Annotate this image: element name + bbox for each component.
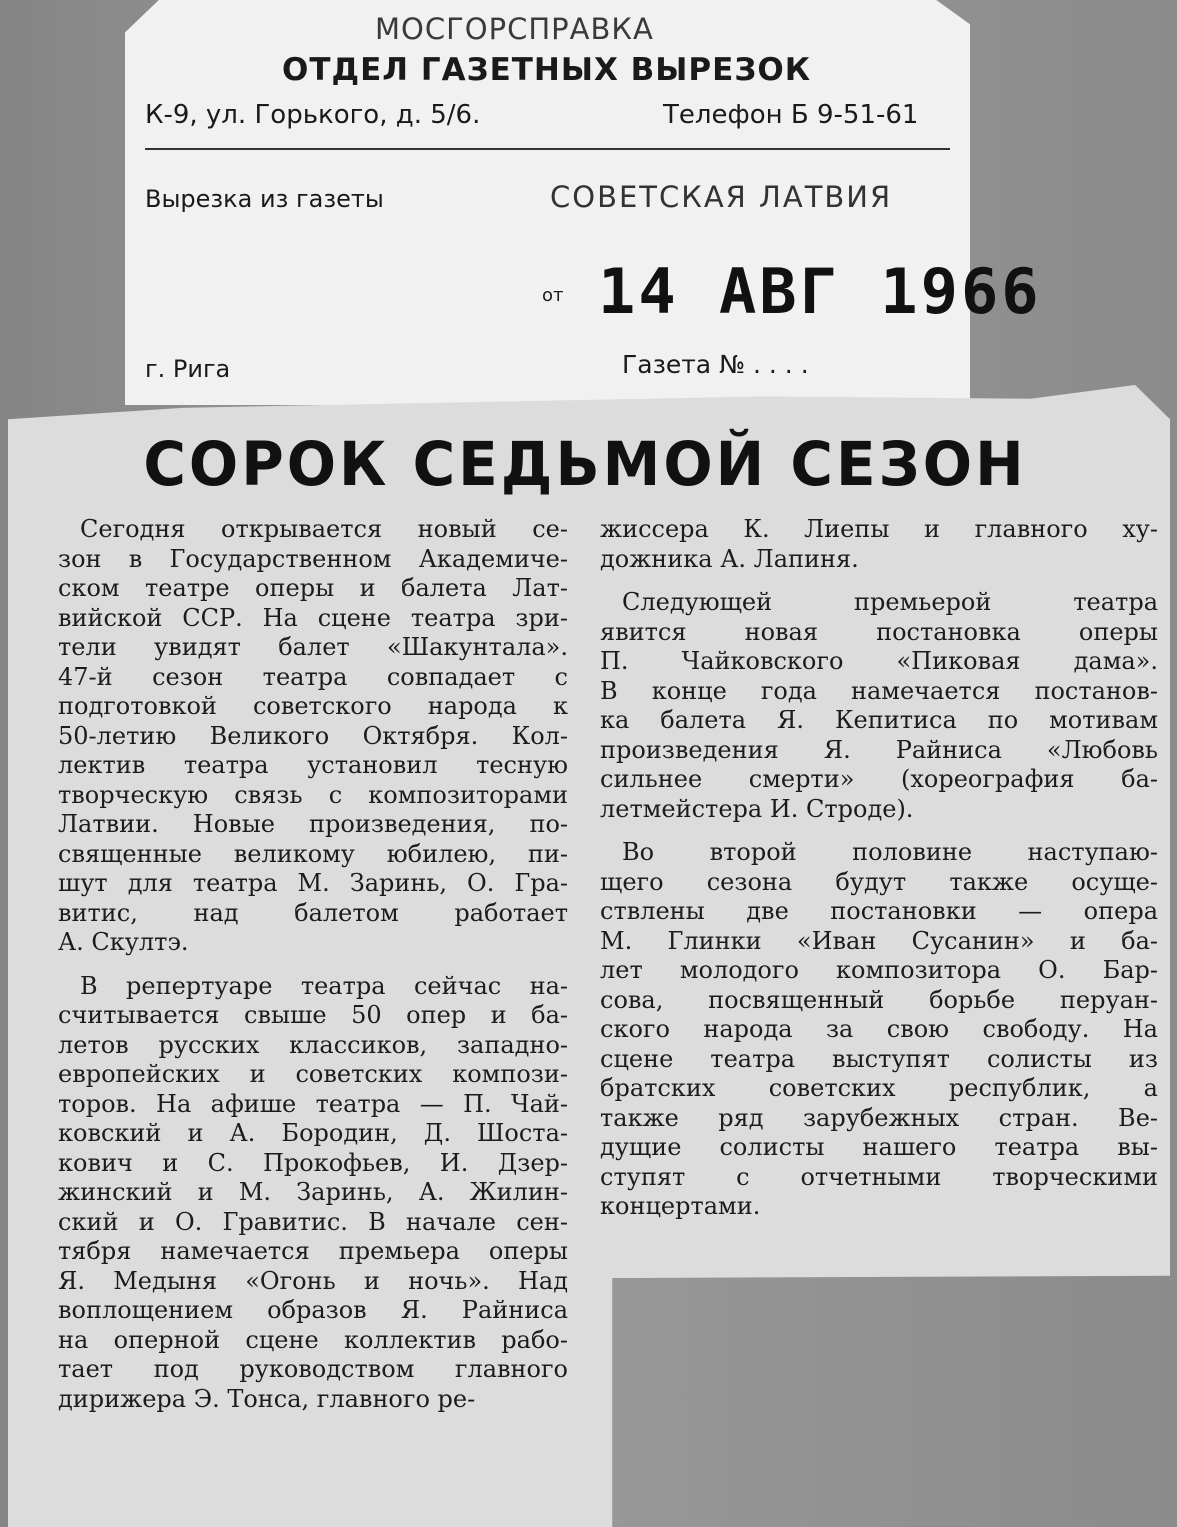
- article-line: жинский и М. Заринь, А. Жилин-: [58, 1178, 568, 1206]
- article-line: Во второй половине наступаю-: [622, 838, 1158, 866]
- article-line: ствлены две постановки — опера: [600, 897, 1158, 925]
- paragraph-gap: [600, 574, 1158, 588]
- article-column-right: [600, 515, 1158, 1222]
- article-line: шут для театра М. Заринь, О. Гра-: [58, 869, 568, 897]
- article-line: воплощением образов Я. Райниса: [58, 1296, 568, 1324]
- article-line: считывается свыше 50 опер и ба-: [58, 1001, 568, 1029]
- article-line: дущие солисты нашего театра вы-: [600, 1133, 1158, 1161]
- article-line: В конце года намечается постанов-: [600, 676, 1158, 705]
- article-line: кович и С. Прокофьев, И. Дзер-: [58, 1148, 568, 1177]
- article-line: ского народа за свою свободу. На: [600, 1015, 1158, 1043]
- date-prefix: от: [542, 285, 564, 306]
- cutting-label: Вырезка из газеты: [145, 185, 384, 213]
- article-headline: СОРОК СЕДЬМОЙ СЕЗОН: [143, 428, 1027, 500]
- article-line: летов русских классиков, западно-: [58, 1030, 568, 1059]
- article-line: ском театре оперы и балета Лат-: [58, 574, 568, 602]
- header-divider: [145, 148, 950, 150]
- article-line: ский и О. Гравитис. В начале сен-: [58, 1207, 568, 1236]
- article-line: концертами.: [600, 1192, 761, 1220]
- paragraph-gap: [58, 958, 568, 972]
- article-column-left: [58, 515, 568, 1414]
- article-line: лет молодого композитора О. Бар-: [600, 956, 1158, 984]
- article-line: творческую связь с композиторами: [58, 780, 568, 809]
- article-line: сцене театра выступят солисты из: [600, 1044, 1158, 1073]
- article-line: торов. На афише театра — П. Чай-: [58, 1089, 568, 1118]
- article-line: 47-й сезон театра совпадает с: [58, 662, 568, 691]
- article-line: В репертуаре театра сейчас на-: [80, 971, 568, 1000]
- article-line: произведения Я. Райниса «Любовь: [600, 735, 1158, 764]
- article-line: священные великому юбилею, пи-: [58, 839, 568, 868]
- article-line: подготовкой советского народа к: [58, 692, 568, 720]
- issue-number: Газета № . . . .: [622, 350, 809, 379]
- article-line: дожника А. Лапиня.: [600, 544, 859, 573]
- article-line: летмейстера И. Строде).: [600, 794, 914, 823]
- article-line: Сегодня открывается новый се-: [80, 515, 568, 543]
- article-line: европейских и советских компози-: [58, 1060, 568, 1088]
- header-phone: Телефон Б 9-51-61: [663, 100, 919, 130]
- article-line: на оперной сцене коллектив рабо-: [58, 1325, 568, 1354]
- article-line: щего сезона будут также осуще-: [600, 867, 1158, 896]
- article-line: братских советских республик, а: [600, 1074, 1158, 1102]
- article-line: ка балета Я. Кепитиса по мотивам: [600, 706, 1158, 734]
- article-line: дирижера Э. Тонса, главного ре-: [58, 1384, 476, 1413]
- header-org: МОСГОРСПРАВКА: [375, 12, 654, 46]
- article-line: жиссера К. Лиепы и главного ху-: [600, 515, 1158, 543]
- article-line: Латвии. Новые произведения, по-: [58, 810, 568, 838]
- city: г. Рига: [145, 355, 231, 383]
- article-line: сова, посвященный борьбе перуан-: [600, 985, 1158, 1014]
- article-line: ковский и А. Бородин, Д. Шоста-: [58, 1119, 568, 1147]
- article-line: М. Глинки «Иван Сусанин» и ба-: [600, 926, 1158, 955]
- article-line: 50-летию Великого Октября. Кол-: [58, 721, 568, 750]
- article-line: тает под руководством главного: [58, 1355, 568, 1383]
- article-line: зон в Государственном Академиче-: [58, 544, 568, 573]
- article-line: тели увидят балет «Шакунтала».: [58, 633, 568, 661]
- article-line: также ряд зарубежных стран. Ве-: [600, 1103, 1158, 1132]
- article-line: Следующей премьерой театра: [622, 588, 1158, 616]
- date-stamp: 14 АВГ 1966: [598, 255, 1042, 328]
- article-line: П. Чайковского «Пиковая дама».: [600, 647, 1158, 675]
- article-line: лектив театра установил тесную: [58, 751, 568, 779]
- paragraph-gap: [600, 824, 1158, 838]
- article-line: А. Скултэ.: [58, 928, 189, 956]
- article-line: тября намечается премьера оперы: [58, 1237, 568, 1265]
- article-line: явится новая постановка оперы: [600, 617, 1158, 646]
- article-line: вийской ССР. На сцене театра зри-: [58, 603, 568, 632]
- header-address: К-9, ул. Горького, д. 5/6.: [145, 100, 481, 130]
- article-line: Я. Медыня «Огонь и ночь». Над: [58, 1266, 568, 1295]
- article-line: сильнее смерти» (хореография ба-: [600, 765, 1158, 793]
- article-line: витис, над балетом работает: [58, 898, 568, 927]
- newspaper-name: СОВЕТСКАЯ ЛАТВИЯ: [550, 180, 893, 214]
- article-line: ступят с отчетными творческими: [600, 1162, 1158, 1191]
- header-department: ОТДЕЛ ГАЗЕТНЫХ ВЫРЕЗОК: [282, 52, 812, 88]
